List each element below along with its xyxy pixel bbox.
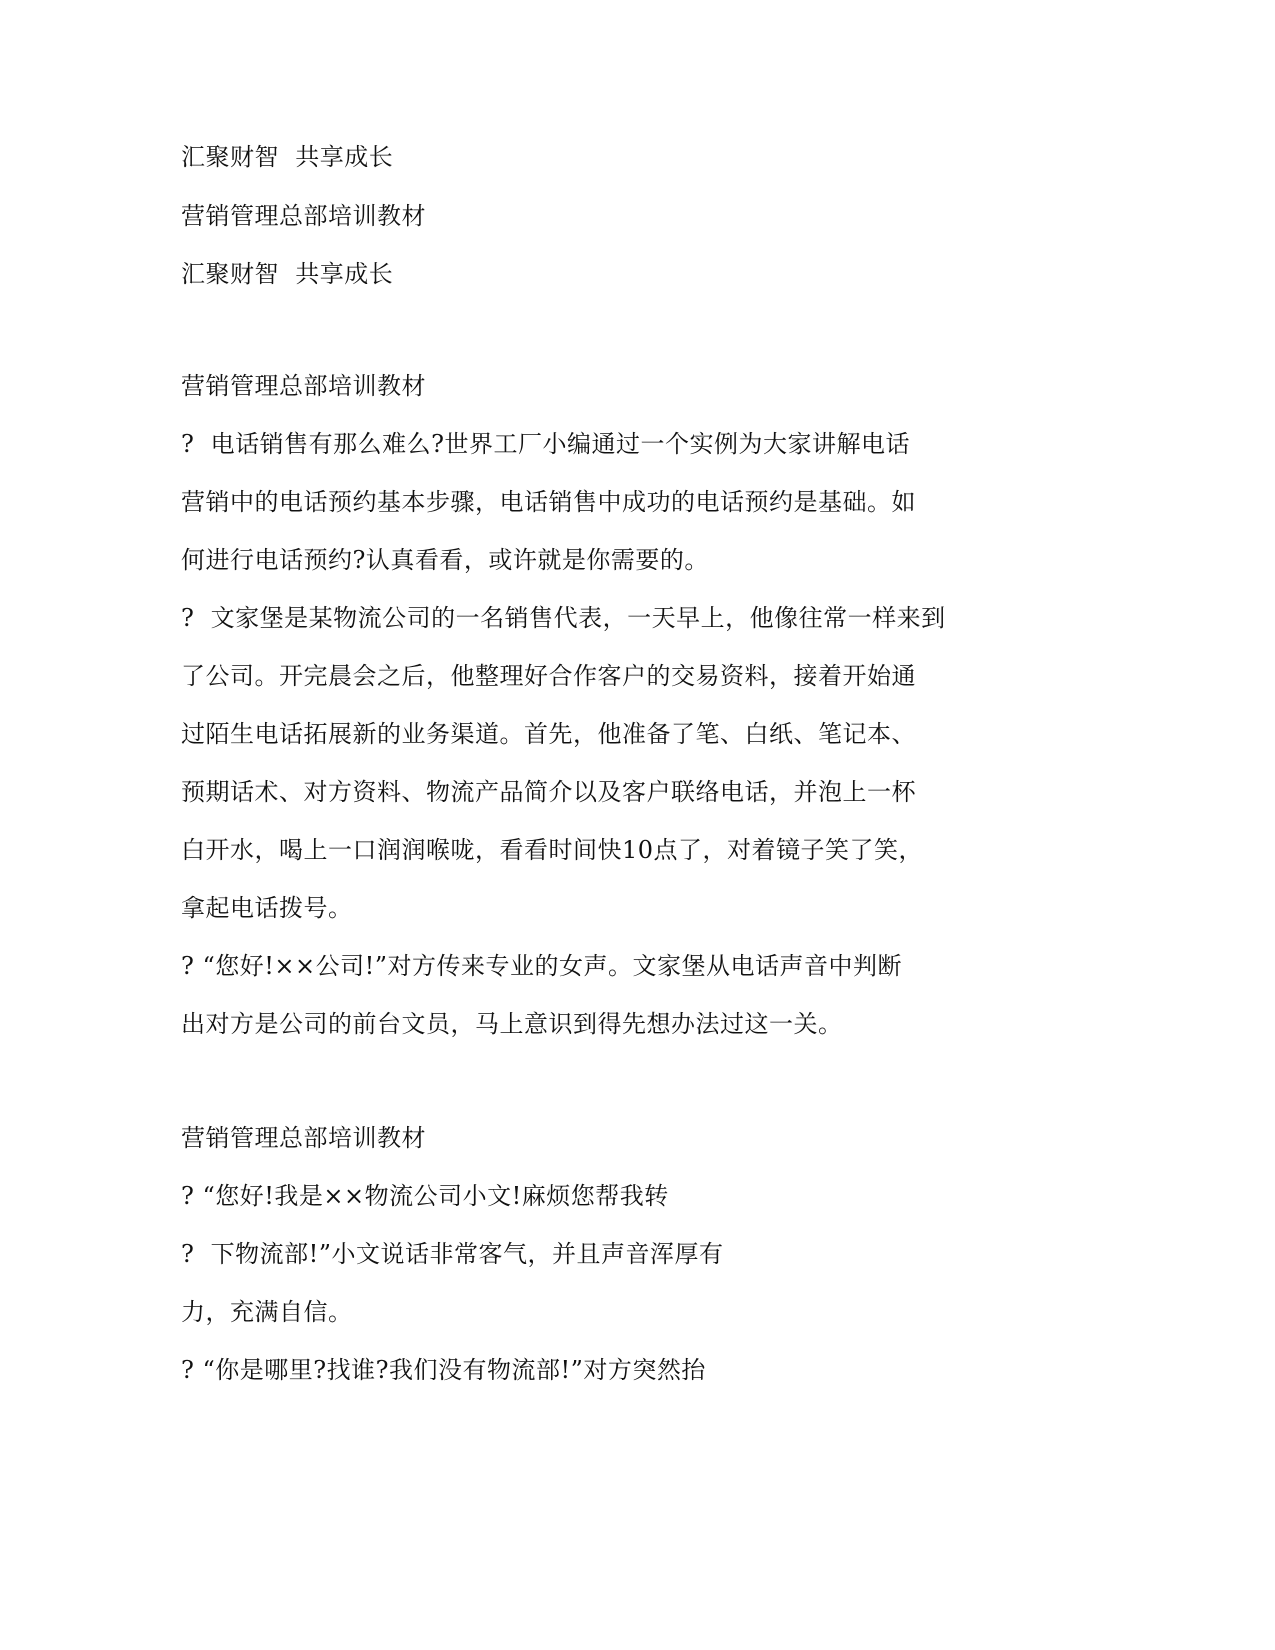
paragraph-line: 过陌生电话拓展新的业务渠道。首先，他准备了笔、白纸、笔记本、 xyxy=(181,720,916,748)
paragraph-line: 预期话术、对方资料、物流产品简介以及客户联络电话，并泡上一杯 xyxy=(181,778,916,806)
paragraph-line: ? “您好!××公司!”对方传来专业的女声。文家堡从电话声音中判断 xyxy=(181,952,903,980)
paragraph-line: ? 下物流部!”小文说话非常客气，并且声音浑厚有 xyxy=(181,1240,724,1268)
paragraph-line: 拿起电话拨号。 xyxy=(181,894,353,922)
paragraph-line: ? 文家堡是某物流公司的一名销售代表，一天早上，他像往常一样来到 xyxy=(181,604,946,632)
header-title: 营销管理总部培训教材 xyxy=(181,202,426,230)
paragraph-line: ? 电话销售有那么难么?世界工厂小编通过一个实例为大家讲解电话 xyxy=(181,430,910,458)
paragraph-line: 白开水，喝上一口润润喉咙，看看时间快10点了，对着镜子笑了笑， xyxy=(181,836,924,864)
header-slogan: 汇聚财智 共享成长 xyxy=(181,260,394,288)
paragraph-line: ? “你是哪里?找谁?我们没有物流部!”对方突然抬 xyxy=(181,1356,706,1384)
paragraph-line: 营销中的电话预约基本步骤，电话销售中成功的电话预约是基础。如 xyxy=(181,488,916,516)
section-heading: 营销管理总部培训教材 xyxy=(181,1124,426,1152)
header-slogan: 汇聚财智 共享成长 xyxy=(181,143,394,171)
paragraph-line: 何进行电话预约?认真看看，或许就是你需要的。 xyxy=(181,546,709,574)
paragraph-line: ? “您好!我是××物流公司小文!麻烦您帮我转 xyxy=(181,1182,669,1210)
paragraph-line: 力，充满自信。 xyxy=(181,1298,353,1326)
paragraph-line: 出对方是公司的前台文员，马上意识到得先想办法过这一关。 xyxy=(181,1010,843,1038)
section-heading: 营销管理总部培训教材 xyxy=(181,372,426,400)
paragraph-line: 了公司。开完晨会之后，他整理好合作客户的交易资料，接着开始通 xyxy=(181,662,916,690)
